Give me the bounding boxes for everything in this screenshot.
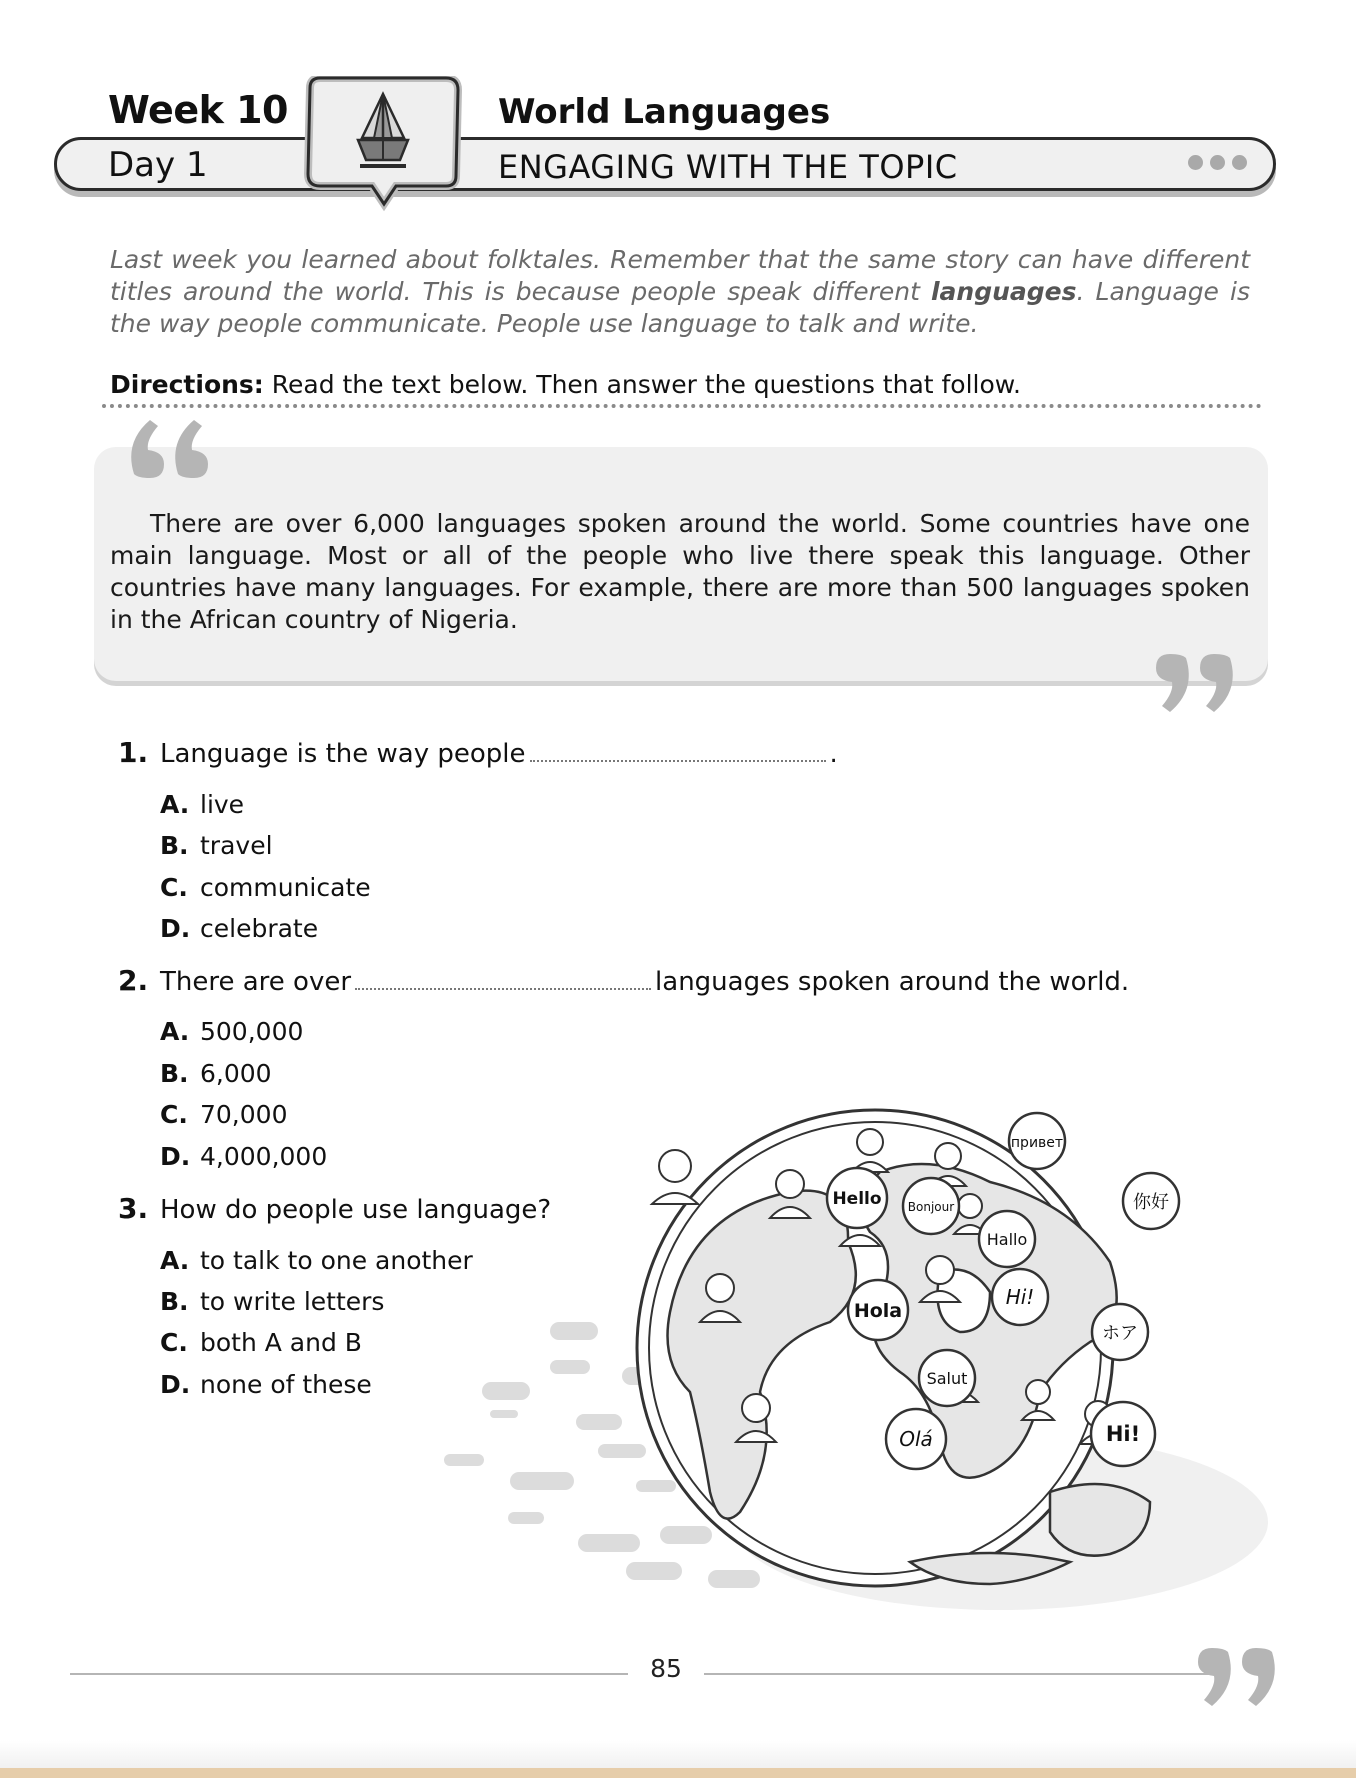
greeting-label: Salut: [926, 1369, 968, 1388]
intro-keyword: languages: [930, 277, 1077, 306]
question-3: 3. How do people use language?: [118, 1192, 552, 1225]
header-dots: [1188, 155, 1247, 170]
greeting-label: Hi!: [1005, 1285, 1035, 1309]
day-label: Day 1: [108, 145, 208, 185]
answer-blank[interactable]: [530, 742, 826, 762]
greeting-label: 你好: [1133, 1192, 1169, 1213]
answer-blank[interactable]: [355, 970, 651, 990]
page-title: World Languages: [498, 92, 831, 132]
intro-paragraph: Last week you learned about folktales. Remember that the same story can have different titles around the world. This is because people speak different languages. Language is the way people communicate. People use language to talk and write.: [110, 245, 1250, 338]
passage-text: There are over 6,000 languages spoken around the world. Some countries have one main language. Most or all of the people who live there speak this language. Other countries have many languages. For example, there are more than 500 languages spoken in the African country of Nigeria.: [110, 509, 1250, 634]
close-quote-icon: [1146, 650, 1236, 720]
option-c[interactable]: C. communicate: [160, 873, 371, 902]
option-d[interactable]: D. celebrate: [160, 914, 319, 943]
greeting-label: Hallo: [986, 1230, 1028, 1249]
greeting-label: Hola: [853, 1300, 903, 1322]
page-bottom-strip: [0, 1768, 1356, 1778]
option-a[interactable]: A. 500,000: [160, 1017, 304, 1046]
dotted-divider: [102, 404, 1262, 408]
page-number: 85: [650, 1654, 682, 1683]
option-a[interactable]: A. live: [160, 790, 245, 819]
option-b[interactable]: B. travel: [160, 831, 273, 860]
footer-rule-left: [70, 1673, 628, 1675]
header-badge: [296, 76, 468, 216]
greeting-label: Hello: [832, 1189, 882, 1209]
greeting-label: ホア: [1102, 1323, 1138, 1344]
open-quote-icon: [128, 412, 218, 482]
greeting-label: привет: [1010, 1135, 1064, 1151]
footer-quote-icon: [1188, 1644, 1278, 1714]
question-number: 3.: [118, 1192, 149, 1225]
option-b[interactable]: B. to write letters: [160, 1287, 385, 1316]
question-1: 1. Language is the way people .: [118, 736, 838, 769]
greeting-label: Bonjour: [907, 1200, 955, 1214]
question-2: 2. There are over languages spoken around the world.: [118, 964, 1130, 997]
option-a[interactable]: A. to talk to one another: [160, 1246, 473, 1275]
option-c[interactable]: C. 70,000: [160, 1100, 288, 1129]
footer-rule-right: [704, 1673, 1228, 1675]
page-bottom-fade: [0, 1740, 1356, 1768]
option-c[interactable]: C. both A and B: [160, 1328, 362, 1357]
option-d[interactable]: D. 4,000,000: [160, 1142, 328, 1171]
greeting-label: Hi!: [1105, 1422, 1141, 1446]
option-d[interactable]: D. none of these: [160, 1370, 372, 1399]
directions: Directions: Read the text below. Then answer the questions that follow.: [110, 370, 1021, 399]
option-b[interactable]: B. 6,000: [160, 1059, 272, 1088]
greeting-label: Olá: [899, 1427, 933, 1451]
globe-illustration: [430, 1092, 1270, 1632]
directions-label: Directions:: [110, 370, 264, 399]
page-subtitle: ENGAGING WITH THE TOPIC: [498, 148, 958, 186]
question-number: 1.: [118, 736, 149, 769]
question-number: 2.: [118, 964, 149, 997]
week-label: Week 10: [108, 88, 288, 132]
